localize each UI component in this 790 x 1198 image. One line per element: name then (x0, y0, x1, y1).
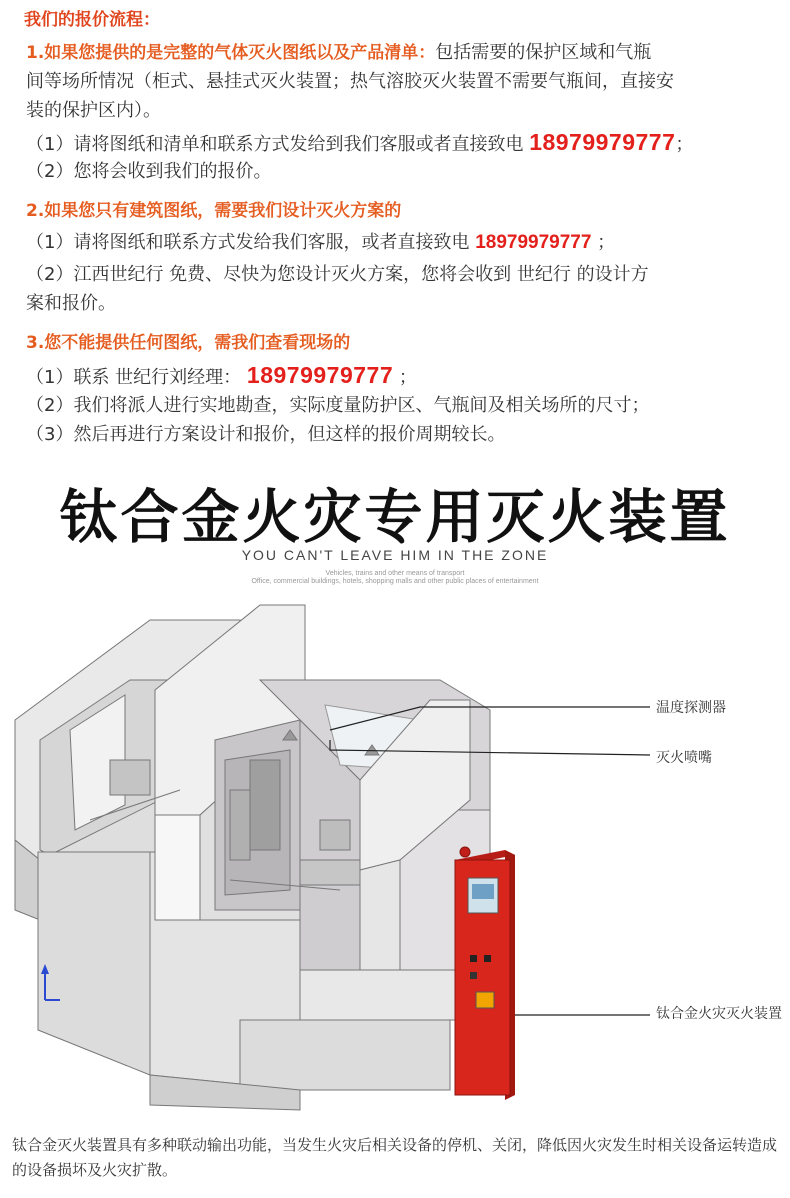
section1-step1-end: ； (675, 134, 694, 155)
section3-step1 (26, 361, 417, 392)
section2-step1-text: （1）请将图纸和联系方式发给我们客服，或者直接致电 (26, 232, 470, 253)
section1-step1-text: （1）请将图纸和清单和联系方式发给到我们客服或者直接致电 (26, 134, 524, 155)
section1-phone[interactable]: 18979979777 (529, 129, 676, 155)
section3-step2: （2）我们将派人进行实地勘查，实际度量防护区、气瓶间及相关场所的尺寸； (26, 395, 650, 416)
section1-line2: 间等场所情况（柜式、悬挂式灭火装置；热气溶胶灭火装置不需要气瓶间，直接安 (26, 71, 674, 92)
banner-subtitle: YOU CAN'T LEAVE HIM IN THE ZONE (241, 547, 549, 563)
section2-phone[interactable]: 18979979777 (475, 232, 592, 253)
section2-step2-cont: 案和报价。 (26, 293, 116, 314)
section2-step1 (26, 229, 615, 257)
section3-phone[interactable]: 18979979777 (246, 362, 394, 388)
callout-nozzle: 灭火喷嘴 (656, 750, 712, 766)
footer-description: 钛合金灭火装置具有多种联动输出功能，当发生火灾后相关设备的停机、关闭，降低因火灾发生时相关设备运转造成的设备损坏及火灾扩散。 (12, 1136, 778, 1179)
section1-title-rest: 包括需要的保护区域和气瓶 (435, 42, 652, 63)
section2-title: 2.如果您只有建筑图纸，需要我们设计灭火方案的 (26, 201, 402, 221)
section3-title: 3.您不能提供任何图纸，需我们查看现场的 (26, 333, 351, 353)
section1-step2: （2）您将会收到我们的报价。 (26, 161, 272, 182)
machine-illustration (0, 590, 790, 1130)
section2-step1-end: ； (597, 232, 616, 253)
section2-step2: （2）江西世纪行 免费、尽快为您设计灭火方案，您将会收到 世纪行 的设计方 (26, 264, 649, 285)
banner-title: 钛合金火灾专用灭火装置 (59, 483, 731, 551)
section1-step1 (26, 128, 693, 159)
section1-line3: 装的保护区内）。 (26, 100, 161, 121)
section3-step1-end: ； (398, 367, 417, 388)
page-heading: 我们的报价流程： (24, 10, 160, 30)
section3-step3: （3）然后再进行方案设计和报价，但这样的报价周期较长。 (26, 424, 506, 445)
callout-device: 钛合金火灾灭火装置 (656, 1006, 782, 1022)
banner-tiny-line2: Office, commercial buildings, hotels, shopping malls and other public places of entertainment (251, 578, 539, 585)
red-cabinet (455, 847, 515, 1100)
section1-title: 1.如果您提供的是完整的气体灭火图纸以及产品清单： (26, 43, 436, 63)
section1-line1 (26, 39, 651, 67)
section3-step1-text: （1）联系 世纪行刘经理： (26, 367, 242, 388)
callout-temp-detector: 温度探测器 (656, 700, 726, 716)
banner-tiny-line1: Vehicles, trains and other means of transport (325, 570, 465, 577)
